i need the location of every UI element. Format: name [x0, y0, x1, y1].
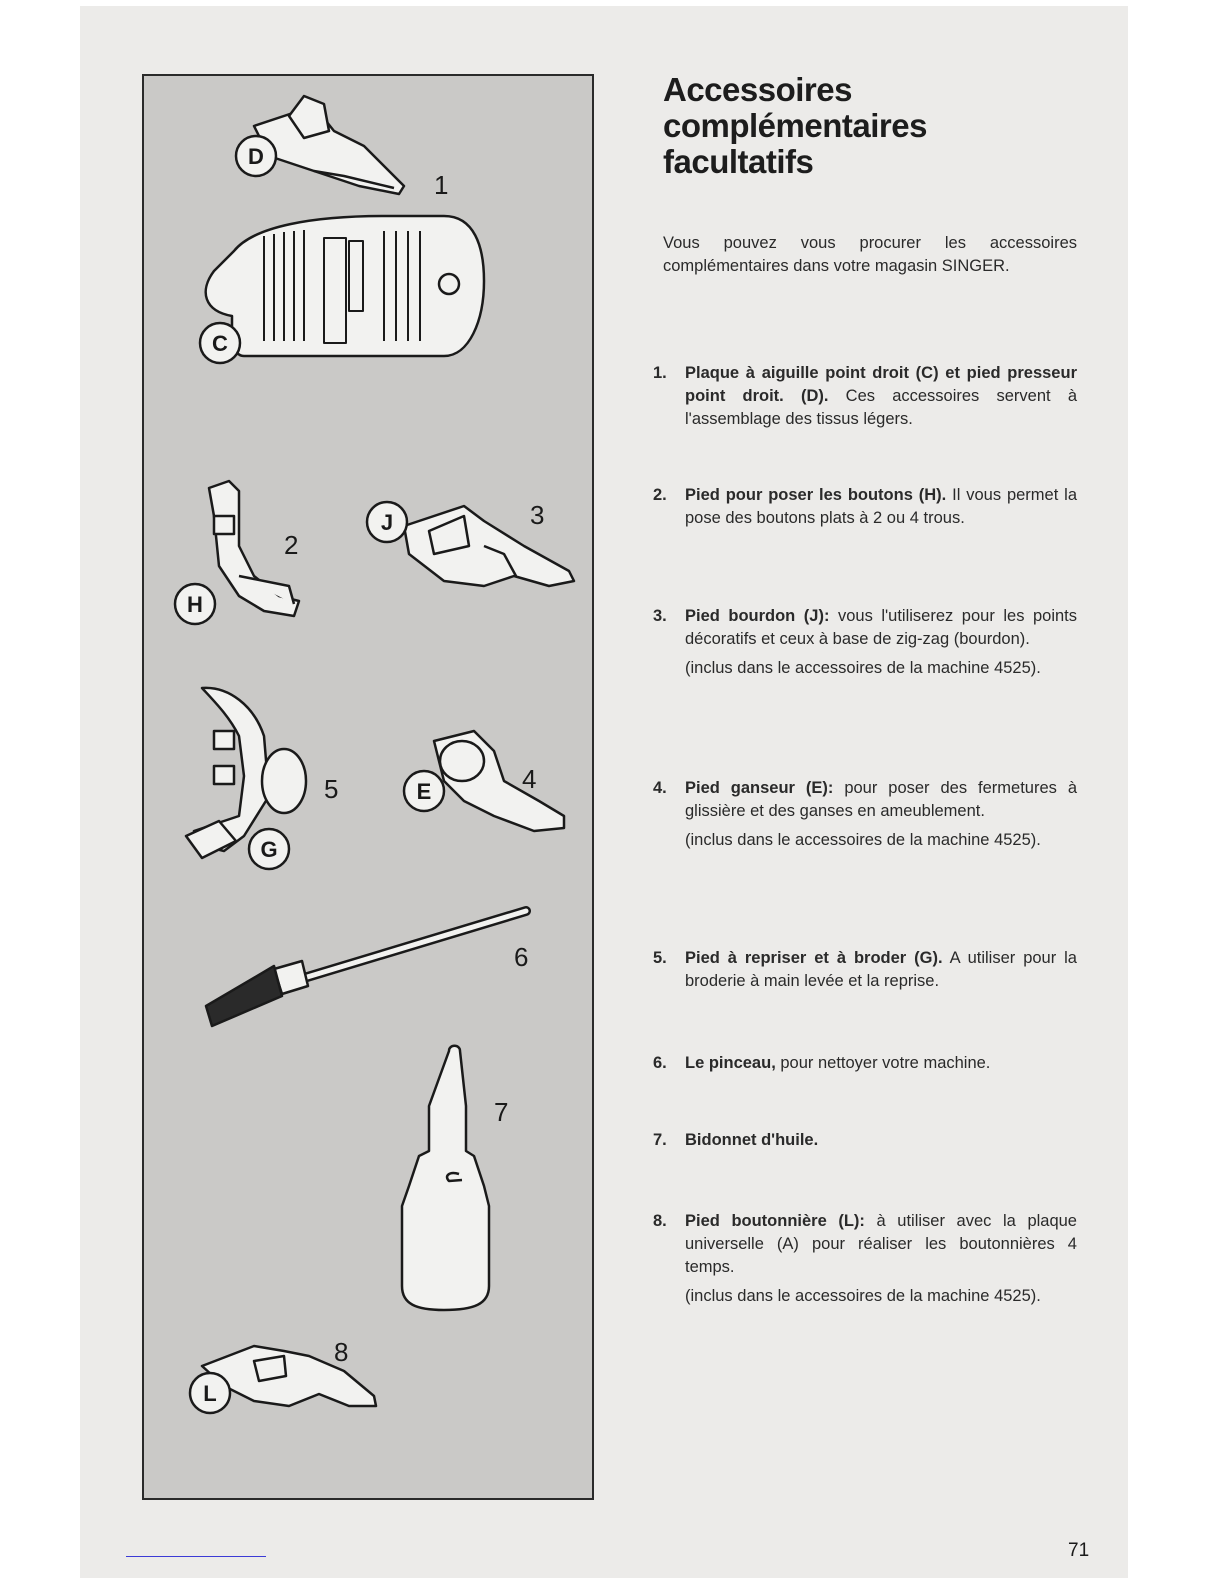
item-number: 6. — [653, 1054, 667, 1072]
figure-number-7: 7 — [494, 1097, 509, 1127]
item-title: Pied boutonnière (L): — [685, 1212, 865, 1230]
item-note: (inclus dans le accessoires de la machine 4525). — [685, 659, 1041, 677]
footer-link-underline — [126, 1556, 266, 1557]
item-title: Pied bourdon (J): — [685, 607, 830, 625]
item-text: vous l'utiliserez pour les points décoratifs et ceux à base de zig-zag (bourdon). — [685, 607, 1077, 648]
item-number: 3. — [653, 607, 667, 625]
list-item-7 — [653, 1129, 1077, 1152]
figure-letter-g: G — [260, 837, 278, 862]
item-title: Le pinceau, — [685, 1054, 776, 1072]
zipper-foot-icon — [434, 731, 564, 831]
satin-stitch-foot-icon — [404, 506, 574, 586]
item-number: 8. — [653, 1212, 667, 1230]
item-note: (inclus dans le accessoires de la machine 4525). — [685, 1287, 1041, 1305]
item-text: Il vous permet la pose des boutons plats à 2 ou 4 trous. — [685, 486, 1077, 527]
figure-letter-h: H — [187, 592, 203, 617]
page-title — [663, 72, 1083, 180]
item-text: Ces accessoires servent à l'assemblage des tissus légers. — [685, 387, 1077, 428]
figure-number-2: 2 — [284, 530, 299, 560]
item-title: Pied pour poser les boutons (H). — [685, 486, 947, 504]
figure-number-5: 5 — [324, 774, 339, 804]
figure-letter-l: L — [203, 1381, 217, 1406]
item-text: A utiliser pour la broderie à main levée et la reprise. — [685, 949, 1077, 990]
item-number: 4. — [653, 779, 667, 797]
item-title: Plaque à aiguille point droit (C) et pied presseur point droit. (D). — [685, 364, 1077, 405]
item-number: 2. — [653, 486, 667, 504]
list-item-4 — [653, 777, 1077, 852]
item-note: (inclus dans le accessoires de la machine 4525). — [685, 831, 1041, 849]
title-line: facultatifs — [663, 143, 814, 180]
list-item-6 — [653, 1052, 1077, 1075]
cleaning-brush-icon — [206, 911, 529, 1026]
item-number: 5. — [653, 949, 667, 967]
darning-embroidery-foot-icon — [186, 688, 306, 858]
accessories-illustration — [144, 76, 596, 1502]
item-number: 1. — [653, 364, 667, 382]
item-title: Bidonnet d'huile. — [685, 1131, 819, 1149]
item-text: pour nettoyer votre machine. — [775, 1054, 991, 1072]
figure-number-4: 4 — [522, 764, 537, 794]
title-line: complémentaires — [663, 107, 927, 144]
list-item-3 — [653, 605, 1077, 680]
figure-letter-j: J — [380, 510, 394, 535]
figure-letter-e: E — [416, 779, 432, 804]
item-text: à utiliser avec la plaque universelle (A) pour réaliser les boutonnières 4 temps. — [685, 1212, 1077, 1276]
list-item-2 — [653, 484, 1077, 530]
figure-number-6: 6 — [514, 942, 529, 972]
figure-number-1: 1 — [434, 170, 449, 200]
item-title: Pied ganseur (E): — [685, 779, 834, 797]
item-text: pour poser des fermetures à glissière et des ganses en ameublement. — [685, 779, 1077, 820]
list-item-8 — [653, 1210, 1077, 1308]
accessories-illustration-panel — [142, 74, 594, 1500]
needle-plate-icon — [206, 216, 484, 356]
figure-number-8: 8 — [334, 1337, 349, 1367]
straight-stitch-foot-icon — [254, 96, 404, 194]
figure-letter-d: D — [248, 144, 264, 169]
figure-number-3: 3 — [530, 500, 545, 530]
page-number: 71 — [1068, 1540, 1090, 1561]
title-line: Accessoires — [663, 71, 852, 108]
item-number: 7. — [653, 1131, 667, 1149]
list-item-5 — [653, 947, 1077, 993]
item-title: Pied à repriser et à broder (G). — [685, 949, 943, 967]
list-item-1 — [653, 362, 1077, 431]
intro-paragraph: Vous pouvez vous procurer les accessoires complémentaires dans votre magasin SINGER. — [663, 234, 1077, 275]
oil-bottle-icon — [402, 1046, 489, 1310]
figure-letter-c: C — [212, 331, 228, 356]
